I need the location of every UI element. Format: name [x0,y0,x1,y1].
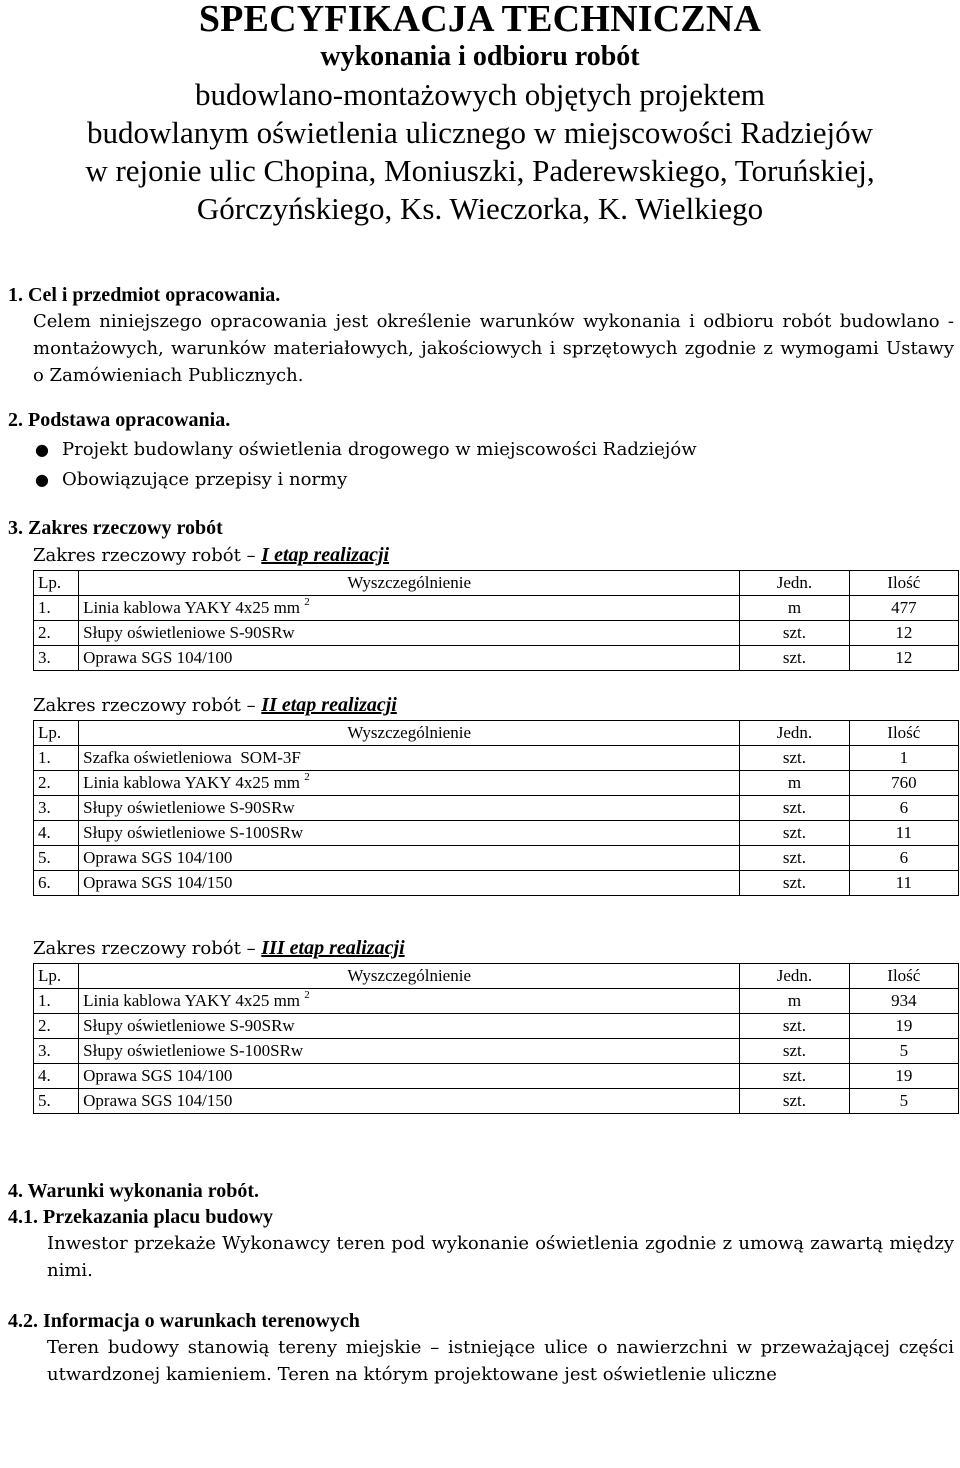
stage-1-table [33,570,959,671]
cell-name: Oprawa SGS 104/100 [79,646,740,671]
cell-lp: 4. [34,821,79,846]
cell-name: Słupy oświetleniowe S-90SRw [79,1014,740,1039]
col-qty-header: Ilość [849,964,958,989]
stage-label: III etap realizacji [261,937,405,959]
stage-prefix: Zakres rzeczowy robót [33,695,241,716]
cell-name: Słupy oświetleniowe S-90SRw [79,796,740,821]
cell-name: Szafka oświetleniowa SOM-3F [79,746,740,771]
table-header-row [34,964,959,989]
cell-qty: 19 [849,1064,958,1089]
cell-lp: 2. [34,1014,79,1039]
cell-unit: szt. [740,746,849,771]
cell-lp: 3. [34,796,79,821]
heading-number: 4.2. [8,1310,38,1332]
cell-lp: 2. [34,771,79,796]
cell-unit: szt. [740,821,849,846]
section-1-text: Celem niniejszego opracowania jest określenie warunków wykonania i odbioru robót budowlano - montażowych, warunków materiałowych, jakościowych i sprzętowych zgodnie z wymogami Ustawy o Zamówieniach Publicznych. [33,311,954,386]
stage-dash: – [240,695,262,716]
title-line-4: Górczyńskiego, Ks. Wieczorka, K. Wielkiego [196,191,764,226]
table-row [34,1014,959,1039]
cell-lp: 4. [34,1064,79,1089]
table-row [34,846,959,871]
cell-qty: 934 [849,989,958,1014]
stage-2-table [33,720,959,896]
heading-number: 4.1. [8,1206,38,1228]
heading-text: Przekazania placu budowy [43,1206,274,1228]
table-row [34,771,959,796]
stage-dash: – [240,545,262,566]
cell-name [79,989,740,1014]
col-qty-header: Ilość [849,721,958,746]
cell-unit: szt. [740,1064,849,1089]
col-lp-header: Lp. [34,964,79,989]
cell-qty: 5 [849,1039,958,1064]
section-4-1-text: Inwestor przekaże Wykonawcy teren pod wykonanie oświetlenia zgodnie z umową zawartą między nimi. [47,1233,954,1281]
col-unit-header: Jedn. [740,721,849,746]
table-row [34,746,959,771]
cell-lp: 2. [34,621,79,646]
col-name-header: Wyszczególnienie [79,571,740,596]
table-row [34,1064,959,1089]
cell-lp: 3. [34,1039,79,1064]
table-row [34,596,959,621]
cell-unit: m [740,989,849,1014]
document-title: SPECYFIKACJA TECHNICZNA [198,0,762,40]
stage-prefix: Zakres rzeczowy robót [33,545,241,566]
cell-qty: 760 [849,771,958,796]
cell-name: Oprawa SGS 104/100 [79,846,740,871]
cell-name: Oprawa SGS 104/150 [79,1089,740,1114]
cell-name: Słupy oświetleniowe S-90SRw [79,621,740,646]
bullet-icon: ● [35,470,49,489]
stage-2-heading [33,691,960,720]
cell-name: Słupy oświetleniowe S-100SRw [79,821,740,846]
cell-lp: 5. [34,1089,79,1114]
cell-qty: 19 [849,1014,958,1039]
cell-unit: szt. [740,796,849,821]
cell-qty: 12 [849,646,958,671]
cell-unit: szt. [740,1089,849,1114]
section-4-1-heading [8,1204,960,1230]
table-row [34,646,959,671]
title-line-2: budowlanym oświetlenia ulicznego w miejscowości Radziejów [86,115,873,150]
table-header-row [34,721,959,746]
cell-name: Oprawa SGS 104/150 [79,871,740,896]
cell-qty: 6 [849,846,958,871]
cell-qty: 1 [849,746,958,771]
table-row [34,621,959,646]
bullet-icon: ● [35,440,49,459]
cell-name: Oprawa SGS 104/100 [79,1064,740,1089]
col-name-header: Wyszczególnienie [79,964,740,989]
bullet-text: Projekt budowlany oświetlenia drogowego w miejscowości Radziejów [62,439,697,460]
col-lp-header: Lp. [34,721,79,746]
section-4-2-text: Teren budowy stanowią tereny miejskie – istniejące ulice o nawierzchni w przeważającej części utwardzonej kamieniem. Teren na którym projektowane jest oświetlenie uliczne [47,1337,954,1385]
cell-unit: szt. [740,1014,849,1039]
cell-lp: 1. [34,746,79,771]
col-unit-header: Jedn. [740,964,849,989]
cell-name-text: Linia kablowa YAKY 4x25 mm [83,991,301,1010]
stage-prefix: Zakres rzeczowy robót [33,938,241,959]
col-lp-header: Lp. [34,571,79,596]
bullet-item [0,465,960,495]
cell-lp: 1. [34,596,79,621]
cell-unit: m [740,596,849,621]
col-qty-header: Ilość [849,571,958,596]
section-4-2-heading [8,1308,960,1334]
cell-qty: 11 [849,871,958,896]
cell-name-text: Linia kablowa YAKY 4x25 mm [83,773,301,792]
stage-1-heading [33,541,960,570]
document-subtitle: wykonania i odbioru robót [320,41,640,72]
bullet-item [0,435,960,465]
heading-text: Informacja o warunkach terenowych [43,1310,360,1332]
section-3-heading: 3. Zakres rzeczowy robót [8,517,223,539]
cell-qty: 5 [849,1089,958,1114]
cell-unit: szt. [740,871,849,896]
table-row [34,1039,959,1064]
cell-unit: szt. [740,646,849,671]
table-header-row [34,571,959,596]
cell-lp: 5. [34,846,79,871]
stage-label: I etap realizacji [261,544,390,566]
table-row [34,989,959,1014]
section-2-heading: 2. Podstawa opracowania. [8,409,231,431]
cell-qty: 11 [849,821,958,846]
cell-lp: 1. [34,989,79,1014]
cell-qty: 477 [849,596,958,621]
cell-unit: m [740,771,849,796]
cell-unit: szt. [740,1039,849,1064]
stage-3-table [33,963,959,1114]
stage-3-heading [33,934,960,963]
cell-name [79,771,740,796]
section-2-bullet-list [0,435,960,495]
section-1-heading: 1. Cel i przedmiot opracowania. [8,284,281,306]
superscript: 2 [304,989,310,1001]
superscript: 2 [304,596,310,608]
superscript: 2 [304,771,310,783]
col-unit-header: Jedn. [740,571,849,596]
table-row [34,796,959,821]
table-row [34,871,959,896]
document-title-block [0,0,960,228]
title-line-1: budowlano-montażowych objętych projektem [195,77,765,112]
cell-qty: 6 [849,796,958,821]
section-4-heading: 4. Warunki wykonania robót. [8,1180,260,1202]
stage-dash: – [240,938,262,959]
stage-label: II etap realizacji [261,694,397,716]
bullet-text: Obowiązujące przepisy i normy [62,469,348,490]
document-body [0,282,960,1388]
cell-name [79,596,740,621]
table-row [34,1089,959,1114]
cell-qty: 12 [849,621,958,646]
cell-unit: szt. [740,846,849,871]
title-line-3: w rejonie ulic Chopina, Moniuszki, Paderewskiego, Toruńskiej, [85,153,875,188]
cell-name: Słupy oświetleniowe S-100SRw [79,1039,740,1064]
cell-name-text: Linia kablowa YAKY 4x25 mm [83,598,301,617]
cell-lp: 3. [34,646,79,671]
cell-unit: szt. [740,621,849,646]
cell-lp: 6. [34,871,79,896]
table-row [34,821,959,846]
col-name-header: Wyszczególnienie [79,721,740,746]
